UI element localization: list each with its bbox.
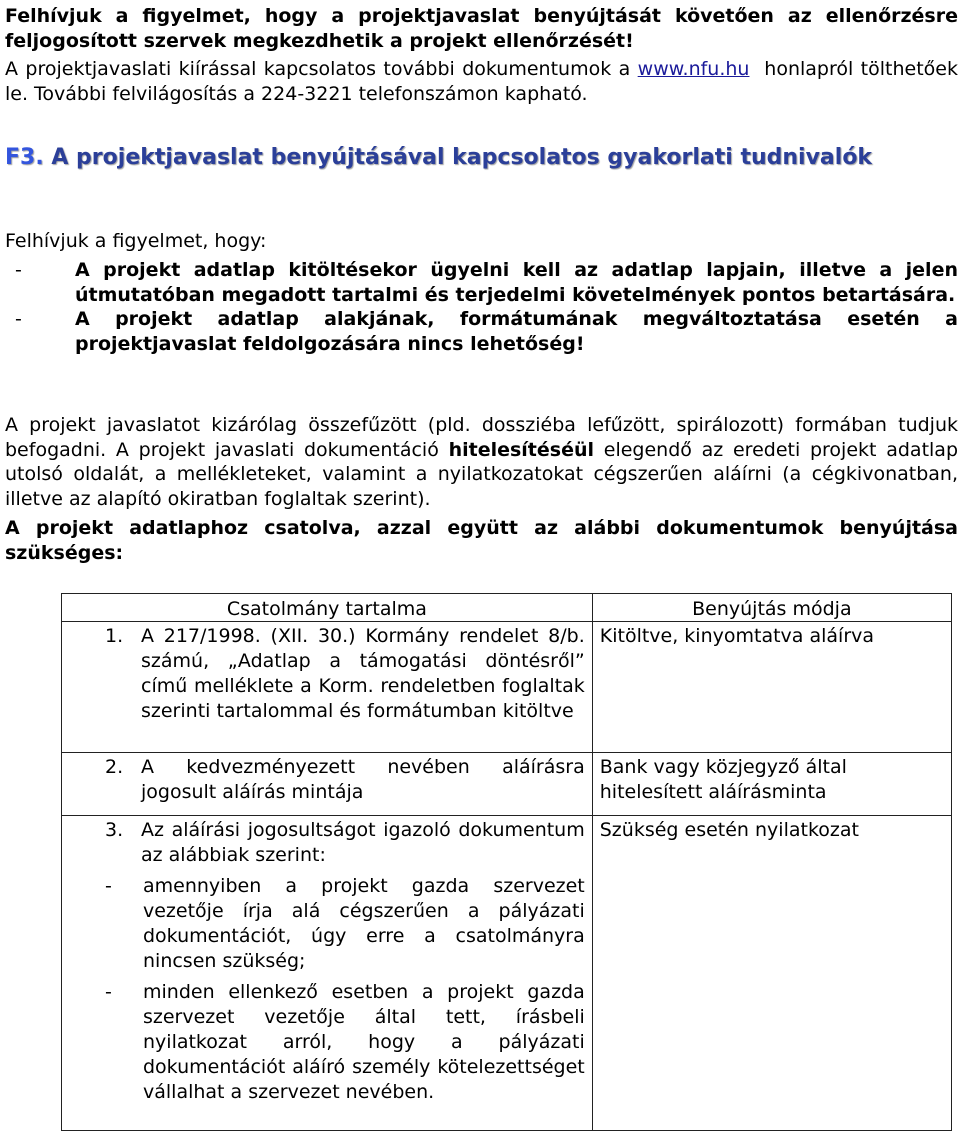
attachments-table — [61, 593, 952, 1131]
sub-dash: - — [105, 981, 112, 1003]
section-title: A projektjavaslat benyújtásával kapcsolatos gyakorlati tudnivalók — [51, 145, 873, 170]
dash-marker: - — [15, 308, 22, 330]
notice-item — [5, 258, 958, 307]
intro-warning: Felhívjuk a figyelmet, hogy a projektjavaslat benyújtását követően az ellenőrzésre feljogosított szervek megkezdhetik a projekt ellenőrzését! — [5, 5, 958, 52]
sub-item — [69, 980, 585, 1105]
notice-item — [5, 307, 958, 356]
intro-info-text-2: honlapról tölthetőek le. További felvilágosítás a 224-3221 telefonszámon kapható. — [5, 58, 958, 105]
row-method: Szükség esetén nyilatkozat — [592, 816, 951, 1131]
row-content: A kedvezményezett nevében aláírásra jogosult aláírás mintája — [141, 756, 585, 803]
row-content-cell — [62, 816, 593, 1131]
attachments-heading: A projekt adatlaphoz csatolva, azzal együtt az alábbi dokumentumok benyújtása szükséges: — [5, 517, 958, 564]
section-heading — [5, 143, 958, 172]
intro-info — [5, 57, 958, 106]
sub-item-text: amennyiben a projekt gazda szervezet vezetője írja alá cégszerűen a pályázati dokumentációt, úgy erre a csatolmányra nincsen szükség; — [143, 875, 585, 972]
table-row — [62, 622, 952, 753]
row-content-cell — [62, 622, 593, 753]
binding-paragraph — [5, 413, 958, 511]
nfu-link[interactable]: www.nfu.hu — [637, 58, 750, 80]
row-number: 1. — [105, 625, 124, 647]
binding-text-2: elegendő az eredeti projekt adatlap utolsó oldalát, a mellékleteket, valamint a nyilatkozatokat cégszerűen aláírni (a cégkivonatban, illetve az alapító okiratban foglaltak szerint). — [5, 438, 958, 510]
dash-marker: - — [15, 259, 22, 281]
sub-dash: - — [105, 875, 112, 897]
binding-text-1: A projekt javaslatot kizárólag összefűzött (pld. dossziéba lefűzött, spirálozott) formában tudjuk befogadni. A projekt javaslati dokumentáció — [5, 414, 958, 461]
row-number: 2. — [105, 756, 124, 778]
table-row — [62, 816, 952, 1131]
row-content-cell — [62, 753, 593, 816]
sub-item — [69, 874, 585, 974]
notice-lead: Felhívjuk a figyelmet, hogy: — [5, 230, 267, 252]
intro-info-text-1: A projektjavaslati kiírással kapcsolatos további dokumentumok a — [5, 58, 631, 80]
notice-list — [5, 258, 958, 356]
section-number: F3. — [5, 145, 44, 170]
binding-bold: hitelesítéséül — [448, 438, 595, 461]
table-header-row — [62, 594, 952, 622]
row-method: Bank vagy közjegyző által hitelesített aláírásminta — [592, 753, 951, 816]
row-method: Kitöltve, kinyomtatva aláírva — [592, 622, 951, 753]
row-number: 3. — [105, 819, 124, 841]
table-row — [62, 753, 952, 816]
header-content: Csatolmány tartalma — [62, 594, 593, 622]
row-content: Az aláírási jogosultságot igazoló dokumentum az alábbiak szerint: — [141, 819, 585, 866]
notice-item-text: A projekt adatlap alakjának, formátumának megváltoztatása esetén a projektjavaslat feldolgozására nincs lehetőség! — [75, 308, 958, 355]
sub-item-text: minden ellenkező esetben a projekt gazda szervezet vezetője által tett, írásbeli nyilatkozat arról, hogy a pályázati dokumentációt aláíró személy kötelezettséget vállalhat a szervezet nevében. — [143, 981, 585, 1103]
header-method: Benyújtás módja — [592, 594, 951, 622]
row-content: A 217/1998. (XII. 30.) Kormány rendelet 8/b. számú, „Adatlap a támogatási döntésről” című melléklete a Korm. rendeletben foglaltak szerinti tartalommal és formátumban kitöltve — [141, 625, 585, 722]
notice-item-text: A projekt adatlap kitöltésekor ügyelni kell az adatlap lapjain, illetve a jelen útmutatóban megadott tartalmi és terjedelmi követelmények pontos betartására. — [75, 259, 958, 306]
